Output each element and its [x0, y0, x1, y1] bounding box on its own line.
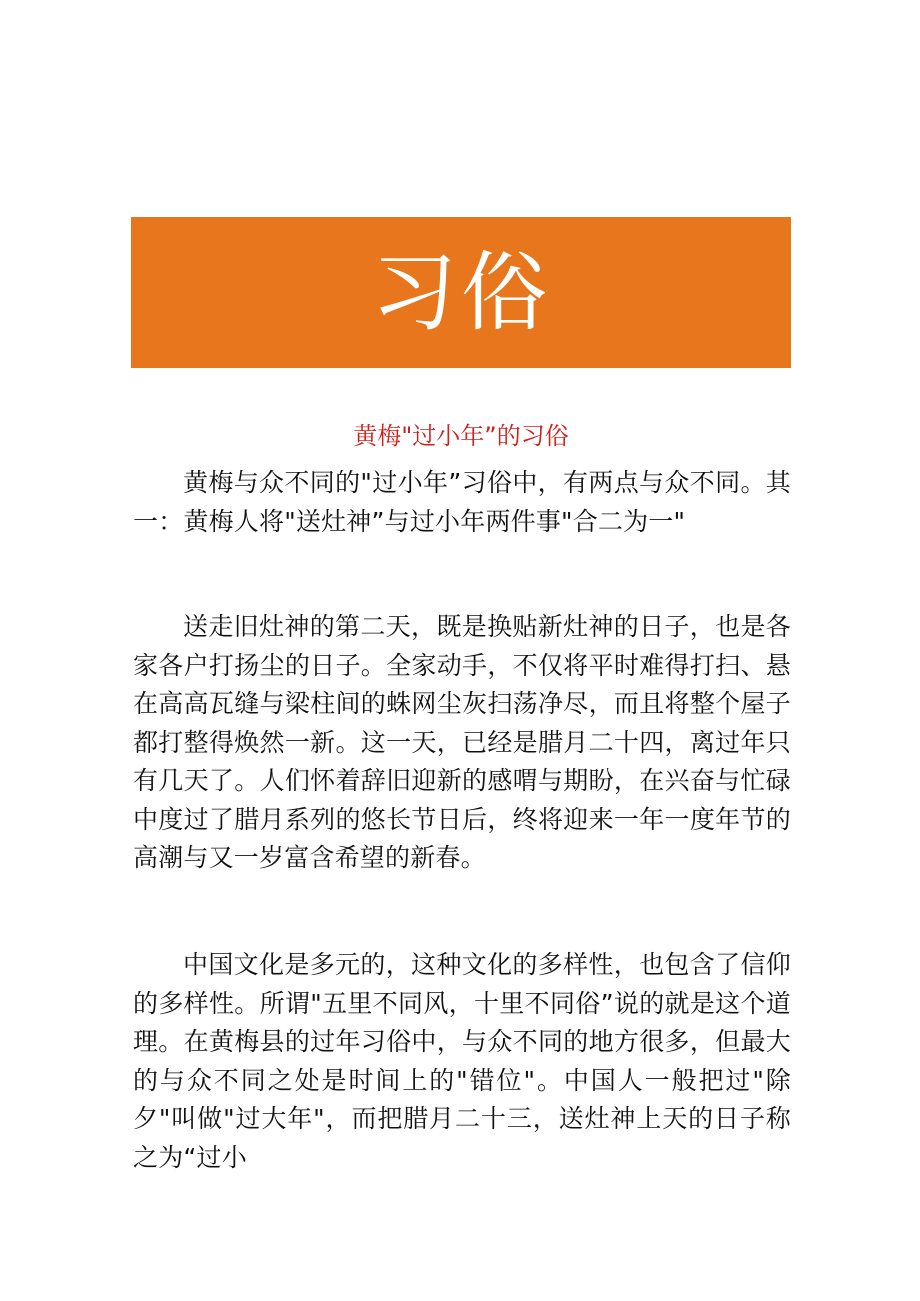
paragraph-1: 黄梅与众不同的"过小年”习俗中，有两点与众不同。其一：黄梅人将"送灶神”与过小年两件事"合二为一": [133, 468, 791, 536]
paragraph-2: 送走旧灶神的第二天，既是换贴新灶神的日子，也是各家各户打扬尘的日子。全家动手，不仅将平时难得打扫、悬在高高瓦缝与梁柱间的蛛网尘灰扫荡净尽，而且将整个屋子都打整得焕然一新。这一天，已经是腊月二十四，离过年只有几天了。人们怀着辞旧迎新的感喟与期盼，在兴奋与忙碌中度过了腊月系列的悠长节日后，终将迎来一年一度年节的高潮与又一岁富含希望的新春。: [133, 612, 791, 872]
title-banner: [131, 217, 791, 368]
paragraph-3: 中国文化是多元的，这种文化的多样性，也包含了信仰的多样性。所谓"五里不同风，十里不同俗”说的就是这个道理。在黄梅县的过年习俗中，与众不同的地方很多，但最大的与众不同之处是时间上的"错位"。中国人一般把过"除夕"叫做"过大年"，而把腊月二十三，送灶神上天的日子称之为“过小: [133, 950, 791, 1172]
article-subtitle: 黄梅"过小年”的习俗: [353, 422, 569, 450]
banner-title: 习俗: [371, 242, 551, 343]
